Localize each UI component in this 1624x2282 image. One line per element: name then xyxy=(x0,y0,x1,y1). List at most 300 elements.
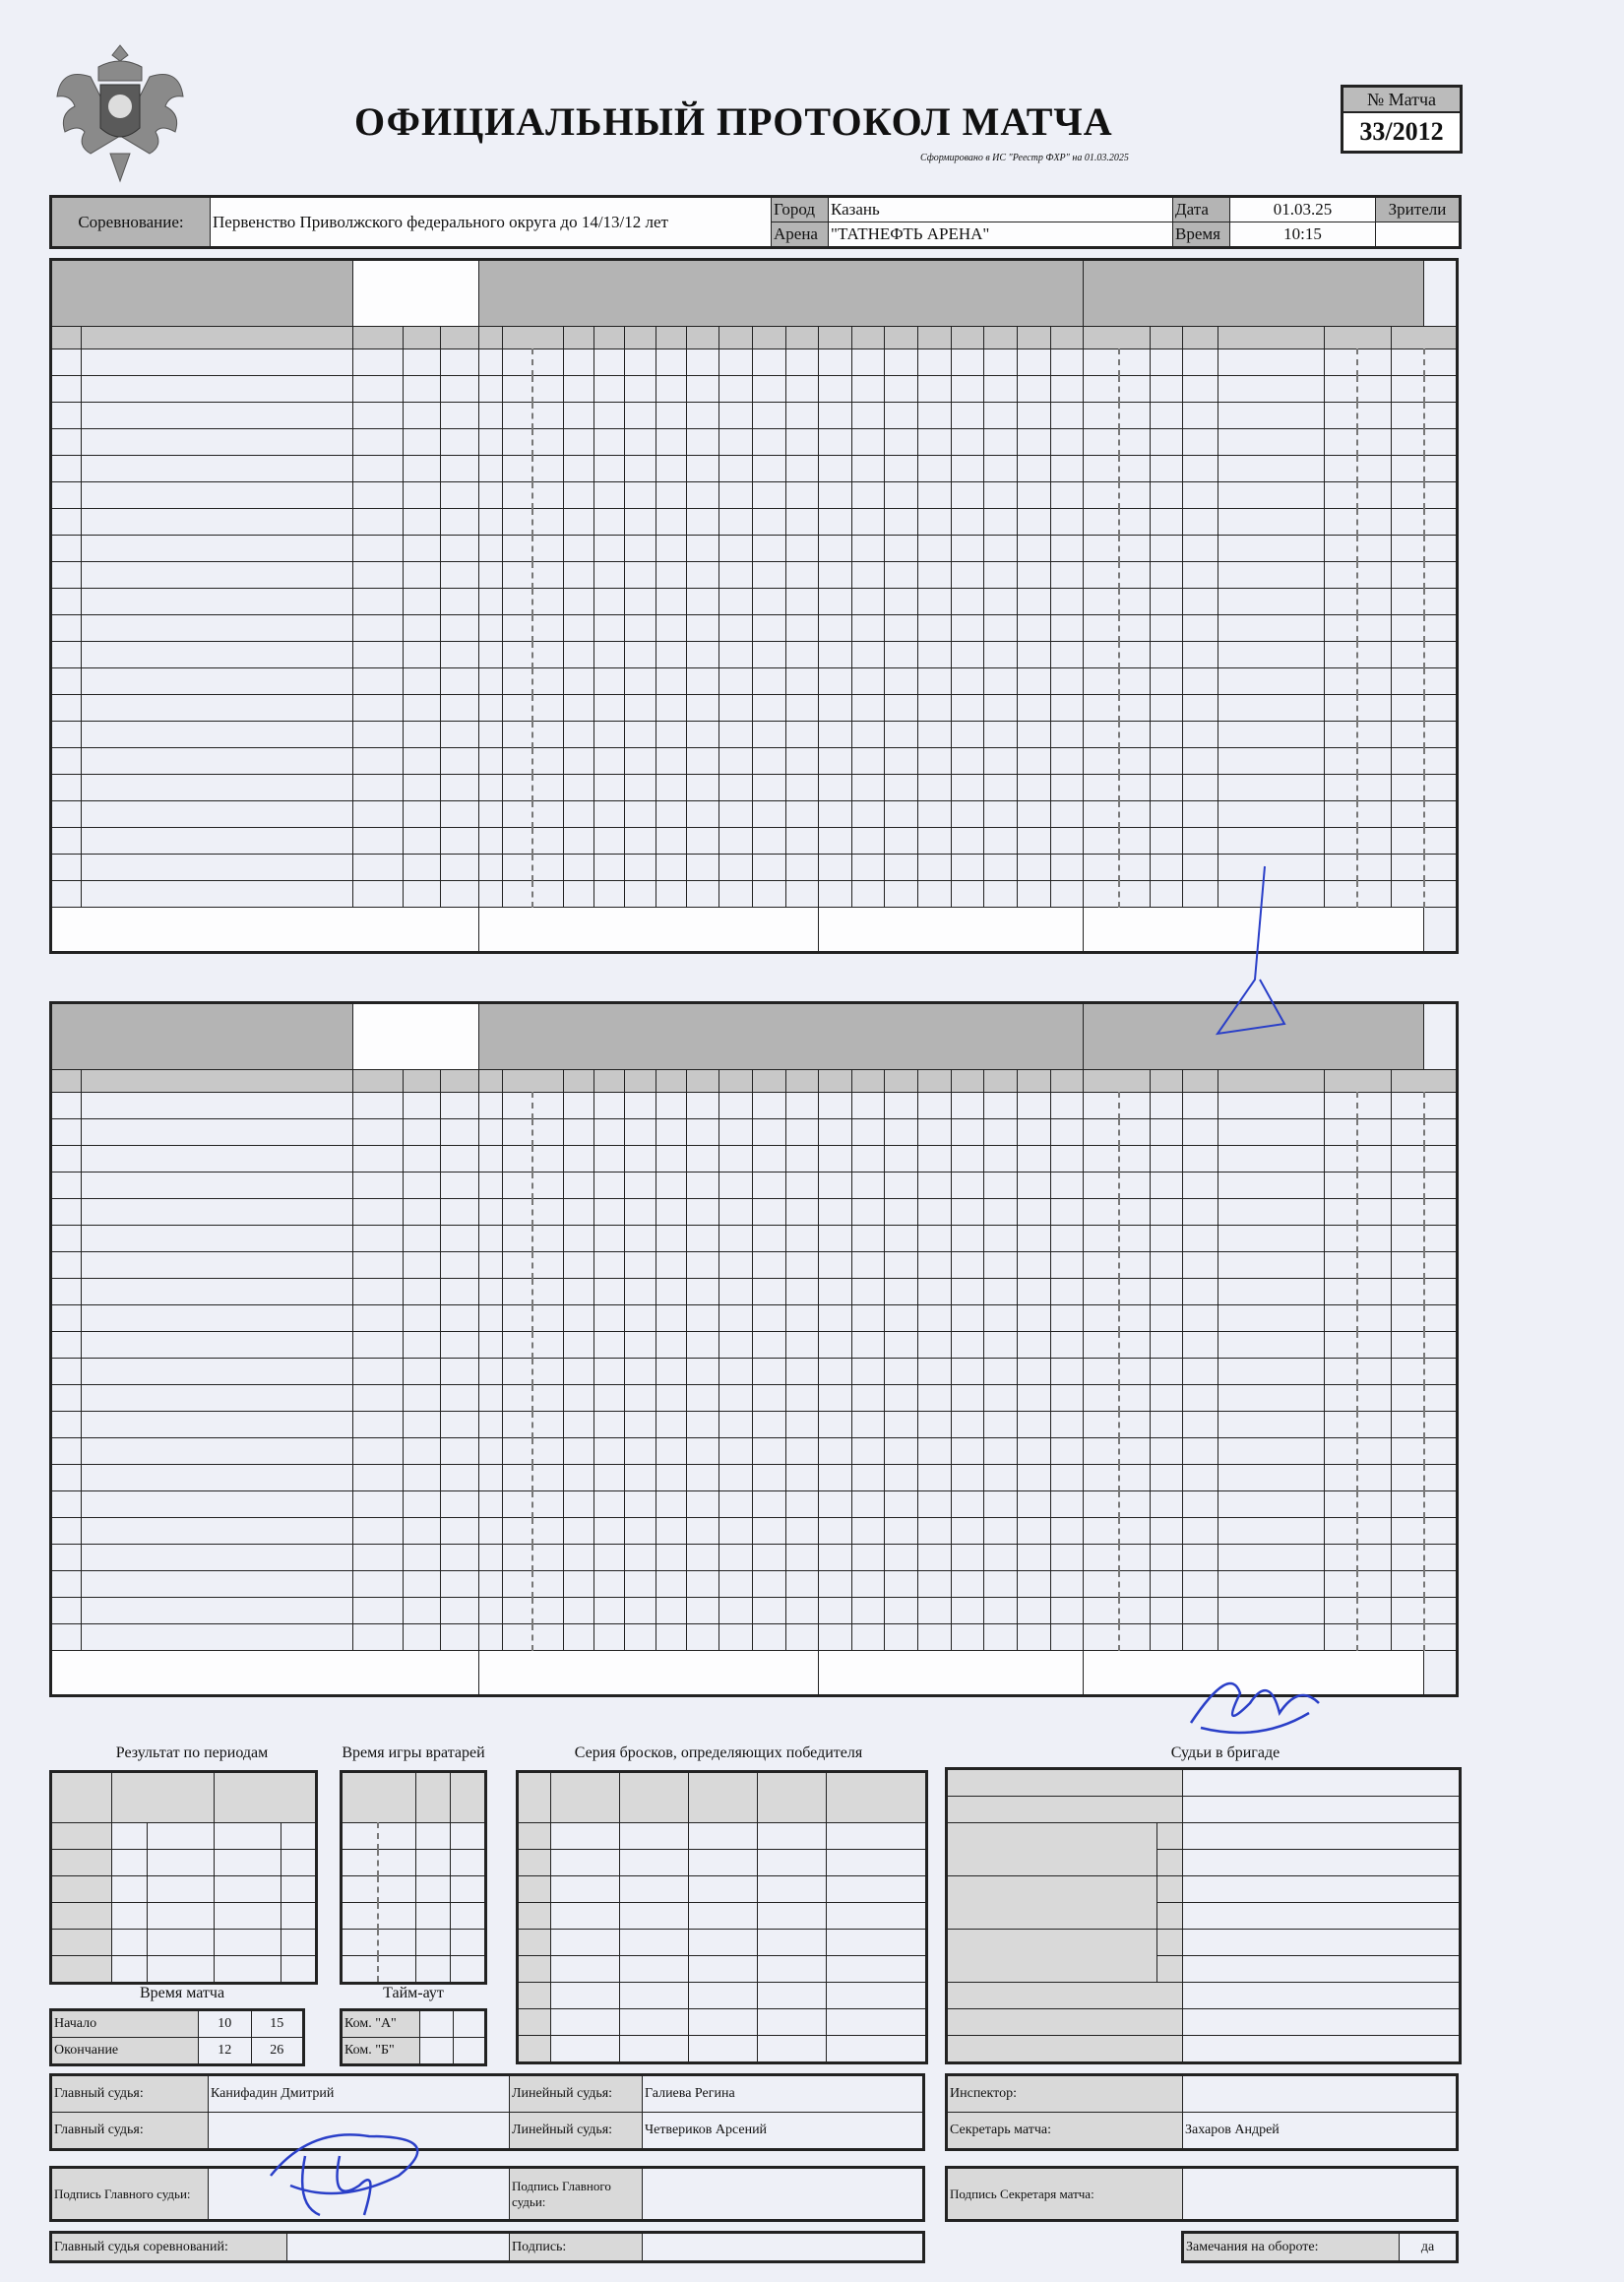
team_a-goal-cell xyxy=(951,589,984,615)
team_a-player-igr xyxy=(441,615,478,642)
team_b-goal-cell xyxy=(951,1119,984,1146)
team_a-penalty-cell xyxy=(1084,722,1119,748)
team_b-player-name xyxy=(82,1119,353,1146)
brigade-name xyxy=(1183,1823,1461,1850)
team_b-player-igr xyxy=(441,1226,478,1252)
team_b-player-igr xyxy=(441,1545,478,1571)
team_b-goal-cell xyxy=(564,1146,594,1173)
team_b-player-ka xyxy=(353,1279,403,1305)
team_b-goal-cell xyxy=(625,1571,656,1598)
team_b-hdr-p_no xyxy=(1150,1070,1183,1093)
team_b-goal-cell xyxy=(819,1359,852,1385)
team_b-penalty-cell xyxy=(1325,1199,1358,1226)
team_a-goal-cell xyxy=(951,536,984,562)
team_a-goal-cell xyxy=(532,748,563,775)
team_b-goal-cell xyxy=(951,1199,984,1226)
team_b-goal-cell xyxy=(885,1491,918,1518)
team_a-penalty-cell xyxy=(1084,349,1119,376)
team_a-penalty-cell xyxy=(1325,881,1358,908)
team_b-penalty-cell xyxy=(1424,1412,1458,1438)
team_a-player-name xyxy=(82,589,353,615)
team_b-city xyxy=(355,1028,475,1046)
team_b-goal-cell xyxy=(785,1226,819,1252)
team_a-penalty-cell xyxy=(1391,429,1424,456)
team_b-penalty-cell xyxy=(1325,1305,1358,1332)
team_a-goal-cell xyxy=(594,722,625,748)
team_b-penalty-cell xyxy=(1357,1093,1391,1119)
secretary-signature xyxy=(1183,2168,1458,2221)
team_b-player-pos xyxy=(403,1093,440,1119)
team_b-goal-cell xyxy=(656,1279,686,1305)
shootout-cell xyxy=(758,1903,827,1930)
team_a-penalty-cell xyxy=(1325,376,1358,403)
team_b-goal-cell xyxy=(885,1412,918,1438)
team_b-goal-cell xyxy=(918,1465,952,1491)
team_a-goal-cell xyxy=(686,801,719,828)
team_a-goal-cell xyxy=(478,695,502,722)
team_b-penalty-cell xyxy=(1150,1199,1183,1226)
goalies-title: Время игры вратарей xyxy=(342,1744,485,1761)
team_a-goal-cell xyxy=(1050,855,1084,881)
team_b-goal-cell xyxy=(951,1359,984,1385)
team_b-goal-cell xyxy=(951,1412,984,1438)
team_b-player-ka xyxy=(353,1332,403,1359)
team_b-goal-cell xyxy=(502,1305,532,1332)
team_b-player-row xyxy=(51,1173,1458,1199)
team_a-goal-cell xyxy=(625,722,656,748)
team_a-goal-cell xyxy=(951,668,984,695)
team_a-goal-cell xyxy=(851,615,885,642)
team_a-player-number xyxy=(51,855,82,881)
team_a-goal-cell xyxy=(819,615,852,642)
team_b-penalty-cell xyxy=(1150,1598,1183,1624)
team_b-goal-cell xyxy=(719,1173,753,1199)
goalie-time-table xyxy=(340,1770,487,1985)
team_a-player-number xyxy=(51,801,82,828)
team_b-goal-cell xyxy=(753,1624,786,1651)
team_a-goal-cell xyxy=(851,881,885,908)
team_b-goal-cell xyxy=(1050,1545,1084,1571)
team_a-goal-cell xyxy=(984,775,1018,801)
team_b-goal-cell xyxy=(502,1385,532,1412)
team_a-goal-cell xyxy=(625,695,656,722)
arena-value: "ТАТНЕФТЬ АРЕНА" xyxy=(829,222,1173,248)
team_b-penalty-cell xyxy=(1183,1305,1218,1332)
team_a-player-name xyxy=(82,828,353,855)
team_b-penalty-cell xyxy=(1150,1465,1183,1491)
team_a-penalty-cell xyxy=(1391,722,1424,748)
brigade-role xyxy=(947,1983,1183,2009)
goalie-cell xyxy=(342,1903,379,1930)
team_b-penalty-cell xyxy=(1325,1279,1358,1305)
team_b-goal-cell xyxy=(1050,1226,1084,1252)
team_b-goal-cell xyxy=(1017,1332,1050,1359)
city-label: Город xyxy=(772,197,829,222)
team_a-goal-cell xyxy=(819,509,852,536)
shootout-number xyxy=(518,2036,551,2063)
team_a-goal-cell xyxy=(753,748,786,775)
team_a-goal-cell xyxy=(1017,349,1050,376)
team_a-penalty-cell xyxy=(1218,589,1325,615)
team_b-goal-cell xyxy=(753,1545,786,1571)
team_b-goal-cell xyxy=(785,1518,819,1545)
team_b-goal-cell xyxy=(478,1571,502,1598)
team_b-goal-cell xyxy=(719,1385,753,1412)
shootout-cell xyxy=(827,1956,927,1983)
team_b-penalty-cell xyxy=(1084,1412,1119,1438)
team_b-goal-cell xyxy=(918,1598,952,1624)
team_b-player-row xyxy=(51,1119,1458,1146)
team_b-penalty-cell xyxy=(1150,1119,1183,1146)
team_a-penalty-cell xyxy=(1218,828,1325,855)
team_b-goal-cell xyxy=(478,1093,502,1119)
team_b-penalty-cell xyxy=(1119,1359,1150,1385)
team_b-goal-cell xyxy=(564,1518,594,1545)
team_b-goal-cell xyxy=(918,1199,952,1226)
team_a-player-ka xyxy=(353,456,403,482)
team_a-player-number xyxy=(51,562,82,589)
team_b-penalty-cell xyxy=(1391,1332,1424,1359)
team_b-goal-cell xyxy=(984,1199,1018,1226)
team_a-goal-cell xyxy=(656,456,686,482)
team_a-goal-cell xyxy=(564,855,594,881)
team_a-player-pos xyxy=(403,536,440,562)
team_b-hdr-onice-r2 xyxy=(951,1070,984,1093)
team_b-goal-cell xyxy=(625,1412,656,1438)
team_a-player-number xyxy=(51,589,82,615)
team_b-penalty-cell xyxy=(1150,1438,1183,1465)
team_a-goal-cell xyxy=(819,376,852,403)
team_b-goal-cell xyxy=(1050,1438,1084,1465)
team_b-goal-cell xyxy=(819,1279,852,1305)
team_b-penalty-cell xyxy=(1357,1332,1391,1359)
team_b-goal-cell xyxy=(819,1571,852,1598)
team_b-penalty-cell xyxy=(1119,1412,1150,1438)
team_b-penalty-cell xyxy=(1391,1491,1424,1518)
results-pim-a xyxy=(215,1930,281,1956)
team_b-goal-cell xyxy=(532,1598,563,1624)
team_a-goal-cell xyxy=(532,429,563,456)
timeout-a-label: Ком. "А" xyxy=(342,2010,420,2038)
team_a-goal-cell xyxy=(656,615,686,642)
team_b-penalty-cell xyxy=(1325,1119,1358,1146)
team_b-player-pos xyxy=(403,1119,440,1146)
header-info-table xyxy=(49,195,1462,249)
team_a-goal-cell xyxy=(819,589,852,615)
team_b-penalty-cell xyxy=(1084,1279,1119,1305)
team_b-goal-cell xyxy=(478,1305,502,1332)
team_b-penalty-cell xyxy=(1357,1173,1391,1199)
team_a-penalty-cell xyxy=(1424,536,1458,562)
team_b-penalty-cell xyxy=(1424,1465,1458,1491)
team_b-penalty-cell xyxy=(1357,1571,1391,1598)
remarks-value: да xyxy=(1400,2233,1458,2262)
team_a-penalty-cell xyxy=(1183,615,1218,642)
team_a-goal-cell xyxy=(819,855,852,881)
team_b-goal-cell xyxy=(532,1119,563,1146)
team_b-goal-cell xyxy=(918,1279,952,1305)
time-value: 10:15 xyxy=(1230,222,1376,248)
team_b-hdr-g_a1 xyxy=(594,1070,625,1093)
team_a-goal-cell xyxy=(502,668,532,695)
team_b-goal-cell xyxy=(753,1199,786,1226)
team_b-penalty-cell xyxy=(1084,1359,1119,1385)
team_b-penalty-cell xyxy=(1357,1491,1391,1518)
team_a-hdr-onice-l0 xyxy=(686,327,719,349)
team_a-penalty-cell xyxy=(1424,615,1458,642)
team_a-goal-cell xyxy=(785,509,819,536)
team_a-player-ka xyxy=(353,668,403,695)
team_b-goal-cell xyxy=(686,1518,719,1545)
team_a-goal-cell xyxy=(656,509,686,536)
team_a-penalty-cell xyxy=(1119,403,1150,429)
team_a-player-ka xyxy=(353,536,403,562)
team_a-goal-cell xyxy=(502,589,532,615)
team_b-goal-cell xyxy=(594,1279,625,1305)
results-goals-a xyxy=(112,1850,148,1876)
results-pim-b xyxy=(281,1850,317,1876)
team_b-hdr-onice-l5 xyxy=(851,1070,885,1093)
team_b-goal-cell xyxy=(656,1359,686,1385)
team_a-penalty-cell xyxy=(1391,642,1424,668)
team_a-penalty-cell xyxy=(1218,456,1325,482)
team_a-penalty-cell xyxy=(1325,403,1358,429)
team_b-goal-cell xyxy=(532,1545,563,1571)
goalie-cell xyxy=(415,1876,451,1903)
results-row xyxy=(51,1956,317,1984)
team_a-goal-cell xyxy=(819,775,852,801)
team_a-player-pos xyxy=(403,509,440,536)
team_a-goal-cell xyxy=(851,748,885,775)
team_b-player-name xyxy=(82,1279,353,1305)
team_b-penalty-cell xyxy=(1084,1624,1119,1651)
team_b-penalty-cell xyxy=(1183,1332,1218,1359)
team_b-goal-cell xyxy=(918,1226,952,1252)
team_a-goal-cell xyxy=(885,429,918,456)
team_a-penalty-cell xyxy=(1084,589,1119,615)
main-ref-1: Канифадин Дмитрий xyxy=(209,2075,510,2113)
team_a-goal-cell xyxy=(656,801,686,828)
team_b-goal-cell xyxy=(532,1412,563,1438)
team_b-goal-cell xyxy=(594,1119,625,1146)
team_b-player-name xyxy=(82,1624,353,1651)
team_b-penalty-cell xyxy=(1084,1438,1119,1465)
team_b-penalty-cell xyxy=(1424,1491,1458,1518)
team_b-goal-cell xyxy=(885,1438,918,1465)
team_b-goal-cell xyxy=(951,1279,984,1305)
team_b-player-number xyxy=(51,1465,82,1491)
team_b-goal-cell xyxy=(686,1624,719,1651)
team_b-goal-cell xyxy=(564,1226,594,1252)
team_a-player-ka xyxy=(353,775,403,801)
team_a-goal-cell xyxy=(1017,403,1050,429)
team_a-hdr-col_igr xyxy=(441,327,478,349)
team_b-goal-cell xyxy=(785,1199,819,1226)
team_a-goal-cell xyxy=(851,855,885,881)
team_b-player-igr xyxy=(441,1252,478,1279)
team_a-goal-cell xyxy=(1050,828,1084,855)
team_b-goal-cell xyxy=(951,1518,984,1545)
team_b-goal-cell xyxy=(785,1571,819,1598)
team_a-goal-cell xyxy=(478,509,502,536)
team_b-goal-cell xyxy=(564,1173,594,1199)
shootout-cell xyxy=(758,1876,827,1903)
team_a-goal-cell xyxy=(564,349,594,376)
team_a-penalty-cell xyxy=(1150,562,1183,589)
team_b-penalty-cell xyxy=(1119,1332,1150,1359)
team_b-goal-cell xyxy=(502,1412,532,1438)
team_b-player-pos xyxy=(403,1438,440,1465)
team_a-goal-cell xyxy=(1050,429,1084,456)
team_b-penalty-cell xyxy=(1150,1491,1183,1518)
team_a-goal-cell xyxy=(594,456,625,482)
team_b-goal-cell xyxy=(686,1545,719,1571)
team_b-player-pos xyxy=(403,1146,440,1173)
team_b-goal-cell xyxy=(819,1385,852,1412)
team_a-goal-cell xyxy=(594,695,625,722)
results-goals-a xyxy=(112,1876,148,1903)
shootout-cell xyxy=(551,1823,620,1850)
team_a-player-row xyxy=(51,509,1458,536)
team_a-goal-cell xyxy=(719,509,753,536)
team_a-goal-cell xyxy=(984,536,1018,562)
team_a-player-igr xyxy=(441,349,478,376)
team_a-penalty-cell xyxy=(1424,456,1458,482)
team_b-player-number xyxy=(51,1093,82,1119)
secretary-value: Захаров Андрей xyxy=(1183,2113,1458,2150)
shootout-cell xyxy=(620,1876,689,1903)
team_b-penalty-cell xyxy=(1424,1173,1458,1199)
team_a-goal-cell xyxy=(656,855,686,881)
team_a-goal-cell xyxy=(851,456,885,482)
team_b-player-ka xyxy=(353,1119,403,1146)
team_b-penalty-cell xyxy=(1150,1226,1183,1252)
team_b-name-cell xyxy=(353,1003,478,1070)
team_a-player-ka xyxy=(353,615,403,642)
team_b-goal-cell xyxy=(686,1173,719,1199)
team_b-goal-cell xyxy=(478,1545,502,1571)
team_a-goal-cell xyxy=(625,349,656,376)
team_a-penalty-cell xyxy=(1119,855,1150,881)
team_b-player-name xyxy=(82,1438,353,1465)
team_b-goal-cell xyxy=(819,1305,852,1332)
team_a-player-pos xyxy=(403,615,440,642)
goalie-cell xyxy=(378,1903,415,1930)
team_b-goal-cell xyxy=(594,1571,625,1598)
shootout-table xyxy=(516,1770,928,2064)
team_b-goal-cell xyxy=(785,1119,819,1146)
team_a-penalty-cell xyxy=(1218,482,1325,509)
team_a-goal-cell xyxy=(478,589,502,615)
team_a-goal-cell xyxy=(753,642,786,668)
team_a-player-row xyxy=(51,429,1458,456)
team_a-penalty-cell xyxy=(1084,748,1119,775)
team_b-penalty-cell xyxy=(1391,1279,1424,1305)
team_b-goal-cell xyxy=(686,1252,719,1279)
team_a-goal-cell xyxy=(719,828,753,855)
team_a-hdr-onice-r1 xyxy=(918,327,952,349)
spectators-value xyxy=(1376,222,1461,248)
team_b-goal-cell xyxy=(1017,1624,1050,1651)
team_b-goal-cell xyxy=(1017,1385,1050,1412)
brigade-title: Судьи в бригаде xyxy=(1170,1744,1280,1761)
shootout-row xyxy=(518,1956,927,1983)
team_a-goal-cell xyxy=(951,828,984,855)
team_b-player-name xyxy=(82,1093,353,1119)
team_a-goal-cell xyxy=(984,403,1018,429)
team_a-goal-cell xyxy=(885,642,918,668)
team_a-goal-cell xyxy=(656,828,686,855)
competition-label: Соревнование: xyxy=(51,197,211,248)
team_b-penalty-cell xyxy=(1424,1332,1458,1359)
team_a-hdr-onice-l3 xyxy=(785,327,819,349)
team_b-player-ka xyxy=(353,1624,403,1651)
shootout-cell xyxy=(689,1876,758,1903)
shootout-cell xyxy=(827,2036,927,2063)
team_b-goal-cell xyxy=(753,1119,786,1146)
match-number-label: № Матча xyxy=(1343,88,1460,113)
team_b-goal-cell xyxy=(656,1173,686,1199)
team_a-goal-cell xyxy=(625,855,656,881)
team_b-goal-cell xyxy=(753,1491,786,1518)
team_b-goal-cell xyxy=(502,1359,532,1385)
team_a-goal-cell xyxy=(918,828,952,855)
team_a-player-pos xyxy=(403,642,440,668)
team_a-goal-cell xyxy=(719,429,753,456)
team_a-goal-cell xyxy=(564,668,594,695)
brigade-row xyxy=(947,2036,1461,2063)
team_a-goal-cell xyxy=(819,456,852,482)
team_b-penalty-cell xyxy=(1391,1571,1424,1598)
shootout-cell xyxy=(758,1983,827,2009)
team_a-goal-cell xyxy=(885,748,918,775)
team_a-penalty-cell xyxy=(1183,456,1218,482)
team_a-penalty-cell xyxy=(1119,536,1150,562)
team_a-player-igr xyxy=(441,482,478,509)
team_a-goal-cell xyxy=(1050,881,1084,908)
team_a-goal-cell xyxy=(918,589,952,615)
team_a-player-number xyxy=(51,349,82,376)
results-goals-a xyxy=(112,1823,148,1850)
team_b-penalty-cell xyxy=(1357,1226,1391,1252)
team_b-penalty-cell xyxy=(1119,1598,1150,1624)
team_b-penalty-cell xyxy=(1150,1545,1183,1571)
team_b-player-ka xyxy=(353,1545,403,1571)
team_b-goal-cell xyxy=(918,1571,952,1598)
team_a-hdr-onice-l5 xyxy=(851,327,885,349)
team_a-hdr-p_no xyxy=(1150,327,1183,349)
team_b-goal-cell xyxy=(686,1305,719,1332)
team_b-goal-cell xyxy=(951,1465,984,1491)
team_b-hdr-col_name xyxy=(82,1070,353,1093)
team_b-player-row xyxy=(51,1545,1458,1571)
team_b-penalty-cell xyxy=(1183,1226,1218,1252)
team_a-goal-cell xyxy=(984,855,1018,881)
timeout-b-label: Ком. "Б" xyxy=(342,2038,420,2065)
team_b-goal-cell xyxy=(478,1226,502,1252)
team_b-goal-cell xyxy=(885,1146,918,1173)
team_a-goal-cell xyxy=(532,642,563,668)
team_b-penalty-cell xyxy=(1391,1173,1424,1199)
team_b-penalty-cell xyxy=(1424,1199,1458,1226)
shootout-row xyxy=(518,1930,927,1956)
team_a-player-pos xyxy=(403,376,440,403)
team_b-player-igr xyxy=(441,1412,478,1438)
team_a-penalty-cell xyxy=(1119,562,1150,589)
team_b-goal-cell xyxy=(885,1598,918,1624)
goalie-col-time xyxy=(342,1772,416,1823)
team_a-penalty-cell xyxy=(1150,509,1183,536)
